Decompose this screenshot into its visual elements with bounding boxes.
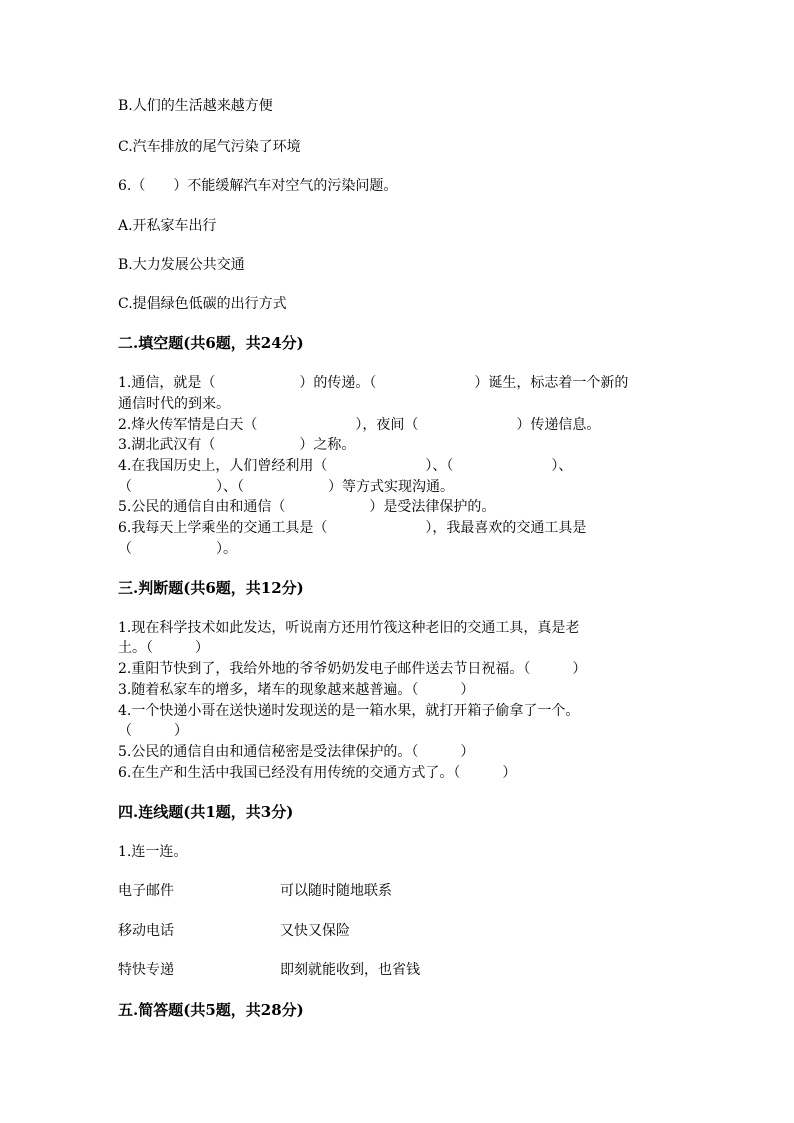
prev-option-b: B.人们的生活越来越方便 bbox=[118, 98, 273, 114]
q6-stem: 6.（ ）不能缓解汽车对空气的污染问题。 bbox=[118, 178, 398, 194]
section2-line: 通信时代的到来。 bbox=[118, 396, 230, 412]
match-left: 移动电话 bbox=[118, 923, 174, 939]
section3-line: 3.随着私家车的增多，堵车的现象越来越普遍。（ ） bbox=[118, 682, 475, 698]
prev-option-c: C.汽车排放的尾气污染了环境 bbox=[118, 139, 301, 155]
section4-stem: 1.连一连。 bbox=[118, 844, 188, 860]
match-left: 特快专递 bbox=[118, 962, 174, 978]
section2-line: 4.在我国历史上，人们曾经利用（ ）、（ ）、 bbox=[118, 458, 573, 474]
section2-line: （ ）、（ ）等方式实现沟通。 bbox=[118, 479, 454, 495]
section3-heading: 三.判断题(共6题，共12分) bbox=[118, 579, 304, 597]
match-right: 可以随时随地联系 bbox=[280, 883, 392, 899]
section3-line: 2.重阳节快到了，我给外地的爷爷奶奶发电子邮件送去节日祝福。（ ） bbox=[118, 661, 587, 677]
section4-heading: 四.连线题(共1题，共3分) bbox=[118, 803, 294, 821]
section5-heading: 五.简答题(共5题，共28分) bbox=[118, 1001, 304, 1019]
section2-line: 6.我每天上学乘坐的交通工具是（ ），我最喜欢的交通工具是 bbox=[118, 520, 587, 536]
section3-line: 土。（ ） bbox=[118, 640, 209, 656]
section2-heading: 二.填空题(共6题，共24分) bbox=[118, 334, 304, 352]
match-left: 电子邮件 bbox=[118, 883, 174, 899]
section3-line: （ ） bbox=[118, 723, 188, 739]
q6-option-b: B.大力发展公共交通 bbox=[118, 257, 245, 273]
section2-line: （ ）。 bbox=[118, 541, 237, 557]
match-row bbox=[118, 960, 420, 980]
match-row bbox=[118, 881, 392, 901]
section3-line: 4.一个快递小哥在送快递时发现送的是一箱水果，就打开箱子偷拿了一个。 bbox=[118, 703, 580, 719]
q6-option-a: A.开私家车出行 bbox=[118, 218, 217, 234]
section2-line: 2.烽火传军情是白天（ ），夜间（ ）传递信息。 bbox=[118, 417, 601, 433]
section3-line: 6.在生产和生活中我国已经没有用传统的交通方式了。（ ） bbox=[118, 765, 517, 781]
section2-line: 3.湖北武汉有（ ）之称。 bbox=[118, 437, 356, 453]
section3-line: 5.公民的通信自由和通信秘密是受法律保护的。（ ） bbox=[118, 744, 475, 760]
section2-line: 1.通信，就是（ ）的传递。（ ）诞生，标志着一个新的 bbox=[118, 375, 629, 391]
section3-line: 1.现在科学技术如此发达，听说南方还用竹筏这种老旧的交通工具，真是老 bbox=[118, 620, 580, 636]
match-right: 即刻就能收到，也省钱 bbox=[280, 962, 420, 978]
q6-option-c: C.提倡绿色低碳的出行方式 bbox=[118, 296, 287, 312]
section2-line: 5.公民的通信自由和通信（ ）是受法律保护的。 bbox=[118, 499, 496, 515]
match-right: 又快又保险 bbox=[280, 923, 350, 939]
match-row bbox=[118, 921, 350, 941]
